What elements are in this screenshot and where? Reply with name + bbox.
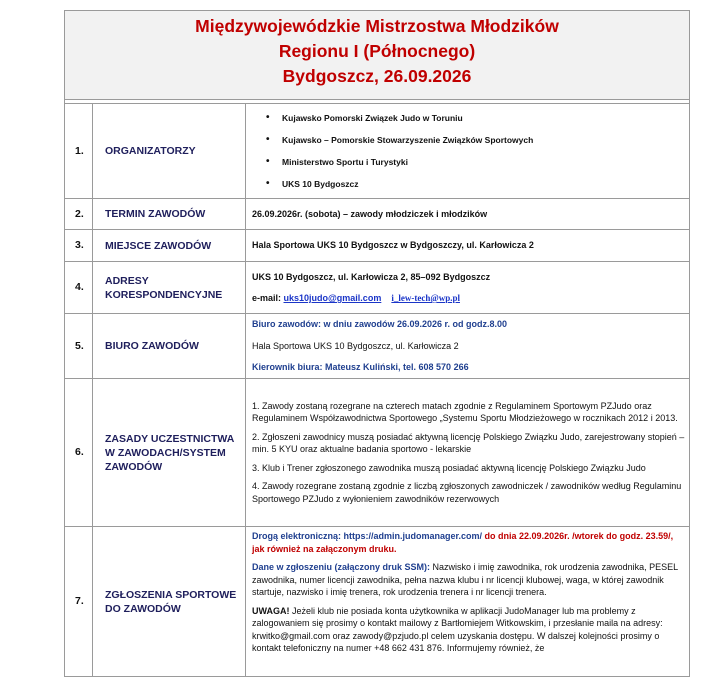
row-label-line: ADRESY	[105, 274, 149, 287]
title-line-1: Międzywojewódzkie Mistrzostwa Młodzików	[195, 16, 559, 36]
table-row	[65, 379, 690, 527]
table-row	[65, 230, 690, 262]
email-line	[252, 292, 685, 305]
row-label-line: DO ZAWODÓW	[105, 602, 181, 615]
row-label-line: W ZAWODACH/SYSTEM	[105, 446, 226, 459]
email-link-1[interactable]: uks10judo@gmail.com	[283, 293, 382, 303]
row-number: 3.	[65, 230, 93, 262]
registration-url[interactable]: Drogą elektroniczną: https://admin.judomanager.com/	[252, 531, 483, 541]
row-value	[246, 527, 690, 677]
rule-paragraph: 3. Klub i Trener zgłoszonego zawodnika muszą posiadać aktywną licencję Polskiego Związku Judo	[252, 462, 646, 473]
email-link-2[interactable]: i_lew-tech@wp.pl	[391, 293, 460, 303]
organizers-list	[252, 107, 685, 195]
row-number: 2.	[65, 199, 93, 230]
warning-label: UWAGA!	[252, 605, 290, 616]
office-location: Hala Sportowa UKS 10 Bydgoszcz, ul. Karłowicza 2	[252, 340, 459, 351]
organizers-list-cell	[246, 104, 690, 199]
table-row	[65, 314, 690, 379]
list-item: • Kujawsko – Pomorskie Stowarzyszenie Związków Sportowych	[282, 129, 685, 151]
office-manager: Kierownik biura: Mateusz Kuliński, tel. 608 570 266	[252, 362, 469, 373]
title-line-3: Bydgoszcz, 26.09.2026	[282, 66, 472, 86]
list-item: • UKS 10 Bydgoszcz	[282, 173, 685, 195]
row-number: 5.	[65, 314, 93, 379]
title-line-2: Regionu I (Północnego)	[278, 41, 476, 61]
row-value	[246, 262, 690, 314]
rule-paragraph: 4. Zawody rozegrane zostaną zgodnie z liczbą zgłoszonych zawodniczek / zawodników według Regulaminu Sportowego PZJudo z wyłonieniem zawodników rezerwowych	[252, 481, 682, 504]
title-box	[64, 10, 690, 100]
row-label: TERMIN ZAWODÓW	[93, 199, 246, 230]
row-value: 26.09.2026r. (sobota) – zawody młodziczek i młodzików	[246, 199, 690, 230]
list-item: • Kujawsko Pomorski Związek Judo w Toruniu	[282, 107, 685, 129]
email-prefix: e-mail:	[252, 293, 284, 303]
table-row	[65, 527, 690, 677]
table-row	[65, 104, 690, 199]
document	[64, 10, 690, 677]
rule-paragraph: 2. Zgłoszeni zawodnicy muszą posiadać aktywną licencję Polskiego Związku Judo, zarejestrowany stopień – min. 5 KYU oraz aktualne badania sportowo - lekarskie	[252, 431, 685, 455]
row-number: 4.	[65, 262, 93, 314]
rule-paragraph: 1. Zawody zostaną rozegrane na czterech matach zgodnie z Regulaminem Sportowym PZJudo oraz Regulaminem Współzawodnictwa Sportowego „Systemu Sportu Młodzieżowego w rocznikach 2012 i 2013.	[252, 400, 678, 424]
row-number: 6.	[65, 379, 93, 527]
row-label: MIEJSCE ZAWODÓW	[93, 230, 246, 262]
row-label-line: ZAWODÓW	[105, 460, 163, 473]
registration-data	[252, 561, 685, 599]
table-row	[65, 199, 690, 230]
row-label	[93, 379, 246, 527]
row-value	[246, 314, 690, 379]
row-label: ORGANIZATORZY	[93, 104, 246, 199]
list-item: • Ministerstwo Sportu i Turystyki	[282, 151, 685, 173]
table-row	[65, 262, 690, 314]
row-value: Hala Sportowa UKS 10 Bydgoszcz w Bydgoszczy, ul. Karłowicza 2	[246, 230, 690, 262]
warning-text: Jeżeli klub nie posiada konta użytkownika w aplikacji JudoManager lub ma problemy z zalogowaniem się prosimy o kontakt mailowy z Bartłomiejem Witkowskim, i przesłanie maila na adresy: krwitko@gmail.com oraz zawody@pzjudo.pl celem uzyskania dostępu. W dalszej kolejności prosimy o kontakt telefoniczny na numer +48 662 431 876. Informujemy również, że	[252, 605, 663, 653]
registration-data-text: Nazwisko i imię zawodnika, rok urodzenia zawodnika, PESEL zawodnika, numer licencji zawodnika, pełna nazwa klubu i nr licencji klubowej, waga, w której zawodnik startuje, nazwisko i imię trenera, rok urodzenia trenera i nr licencji trenera.	[252, 562, 678, 597]
registration-deadline: do dnia 22.09.2026r. /wtorek do godz. 23.59/, jak również na załączonym druku.	[252, 531, 674, 554]
office-hours: Biuro zawodów: w dniu zawodów 26.09.2026 r. od godz.8.00	[252, 319, 508, 330]
row-label	[93, 262, 246, 314]
row-label-line: KORESPONDENCYJNE	[105, 288, 223, 301]
info-table	[64, 103, 690, 677]
row-number: 7.	[65, 527, 93, 677]
row-label: BIURO ZAWODÓW	[93, 314, 246, 379]
row-value	[246, 379, 690, 527]
address-text: UKS 10 Bydgoszcz, ul. Karłowicza 2, 85–092 Bydgoszcz	[252, 271, 491, 282]
registration-data-lead: Dane w zgłoszeniu (załączony druk SSM):	[252, 562, 431, 572]
row-number: 1.	[65, 104, 93, 199]
registration-electronic	[252, 530, 685, 555]
row-label-line: ZGŁOSZENIA SPORTOWE	[105, 588, 237, 601]
row-label-line: ZASADY UCZESTNICTWA	[105, 432, 235, 445]
row-label	[93, 527, 246, 677]
registration-note	[252, 605, 685, 655]
